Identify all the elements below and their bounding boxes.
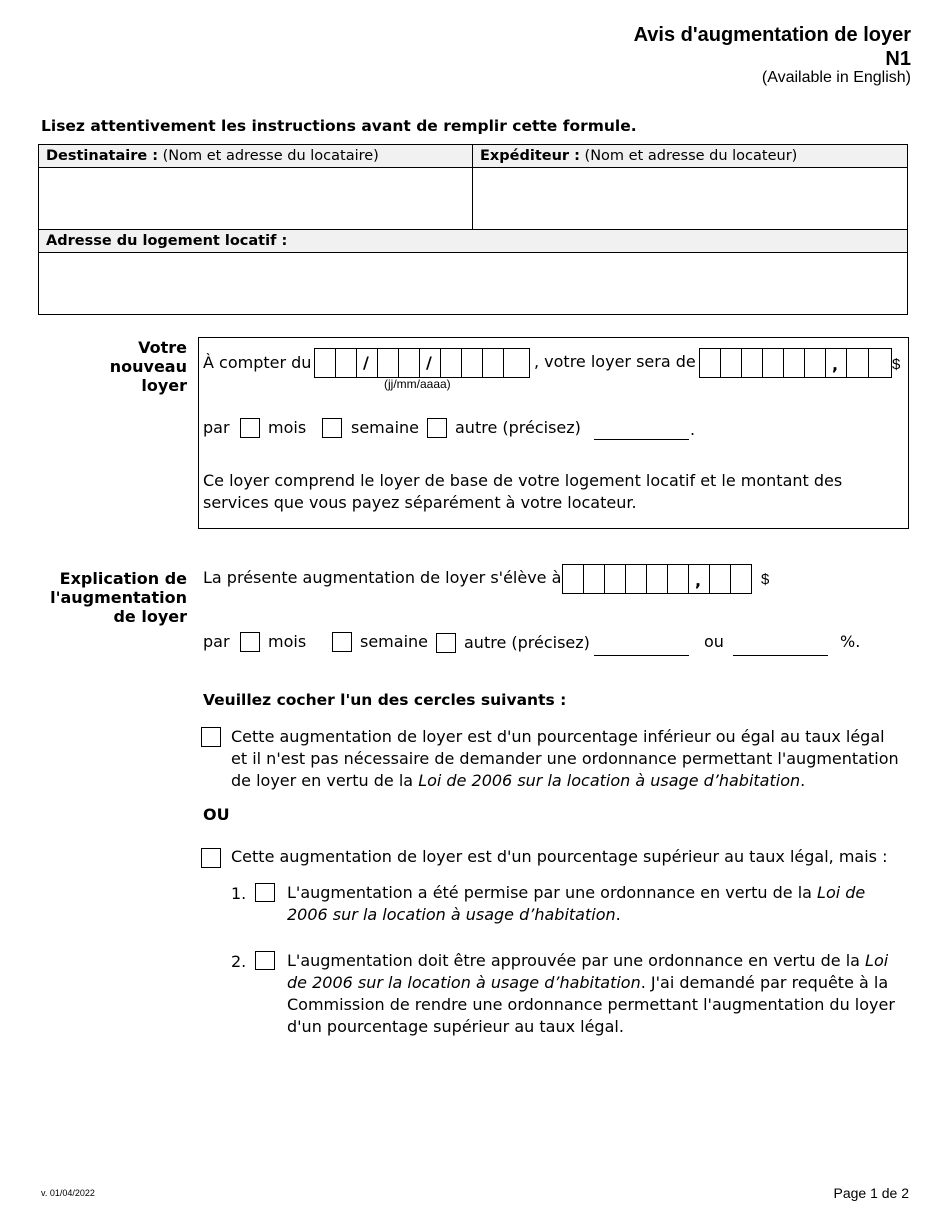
law-name: Loi de 2006 sur la location à usage d’habitation xyxy=(287,883,866,924)
other-label: autre (précisez) xyxy=(455,418,581,437)
decimal-separator: , xyxy=(695,571,702,590)
period-dot: . xyxy=(690,420,696,439)
per-label: par xyxy=(203,632,230,651)
option-a-text xyxy=(231,726,903,792)
increase-per-month-checkbox[interactable] xyxy=(240,632,260,652)
explanation-label-line: l'augmentation xyxy=(50,588,187,607)
option-a-text-start: Cette augmentation de loyer est d'un pourcentage inférieur ou égal au taux légal et il n'est pas nécessaire de demander une ordonnance permettant l'augmentation de loyer en vertu de la xyxy=(231,727,899,790)
currency-symbol: $ xyxy=(892,356,901,373)
sender-field[interactable] xyxy=(473,168,908,230)
sub-option-1-text-start: L'augmentation a été permise par une ordonnance en vertu de la xyxy=(287,883,818,902)
sender-label: Expéditeur : xyxy=(480,148,580,164)
per-label: par xyxy=(203,418,230,437)
increase-amount-input[interactable] xyxy=(562,564,752,594)
sub-option-2-checkbox[interactable] xyxy=(255,951,275,970)
other-label: autre (précisez) xyxy=(464,633,590,652)
sub-option-number: 1. xyxy=(231,884,247,903)
address-field[interactable] xyxy=(39,253,908,315)
effective-date-input[interactable] xyxy=(314,348,530,378)
new-rent-label-line: Votre xyxy=(138,338,187,357)
week-label: semaine xyxy=(360,632,428,651)
explanation-label-line: de loyer xyxy=(113,607,187,626)
law-name: Loi de 2006 sur la location à usage d’habitation xyxy=(287,951,889,992)
sender-header xyxy=(473,145,908,168)
other-period-input[interactable] xyxy=(594,439,689,440)
per-week-checkbox[interactable] xyxy=(322,418,342,438)
rent-includes-note: Ce loyer comprend le loyer de base de votre logement locatif et le montant des services que vous payez séparément à votre locateur. xyxy=(203,471,843,512)
page-number: Page 1 de 2 xyxy=(833,1185,909,1201)
english-note: (Available in English) xyxy=(761,69,911,86)
new-rent-amount-input[interactable] xyxy=(699,348,892,378)
new-rent-label-line: loyer xyxy=(141,376,187,395)
decimal-separator: , xyxy=(832,355,839,374)
sender-hint: (Nom et adresse du locateur) xyxy=(584,148,798,164)
new-rent-label-line: nouveau xyxy=(109,357,187,376)
percent-label: %. xyxy=(840,632,861,651)
version-label: v. 01/04/2022 xyxy=(41,1188,95,1198)
parties-table xyxy=(38,144,908,315)
recipient-hint: (Nom et adresse du locataire) xyxy=(162,148,379,164)
date-separator: / xyxy=(363,353,369,372)
option-b-checkbox[interactable] xyxy=(201,848,221,868)
month-label: mois xyxy=(268,632,307,651)
or-label: ou xyxy=(704,632,724,651)
instruction-text: Lisez attentivement les instructions avant de remplir cette formule. xyxy=(41,117,637,135)
per-month-checkbox[interactable] xyxy=(240,418,260,438)
choices-heading: Veuillez cocher l'un des cercles suivants : xyxy=(203,691,567,709)
date-format-hint: (jj/mm/aaaa) xyxy=(384,377,451,391)
recipient-field[interactable] xyxy=(39,168,473,230)
recipient-header xyxy=(39,145,473,168)
week-label: semaine xyxy=(351,418,419,437)
or-separator: OU xyxy=(203,805,230,824)
sub-option-1-checkbox[interactable] xyxy=(255,883,275,902)
sub-option-1-text-end: . xyxy=(615,905,621,924)
sub-option-number: 2. xyxy=(231,952,247,971)
increase-per-week-checkbox[interactable] xyxy=(332,632,352,652)
month-label: mois xyxy=(268,418,307,437)
option-a-checkbox[interactable] xyxy=(201,727,221,747)
option-b-text: Cette augmentation de loyer est d'un pourcentage supérieur au taux légal, mais : xyxy=(231,847,888,866)
rent-will-be-text: , votre loyer sera de xyxy=(534,352,696,371)
sub-option-2-text-end: . J'ai demandé par requête à la Commission de rendre une ordonnance permettant l'augmentation du loyer d'un pourcentage supérieur au taux légal. xyxy=(287,973,895,1036)
increase-per-other-checkbox[interactable] xyxy=(436,633,456,653)
sub-option-1-text xyxy=(287,882,903,926)
date-separator: / xyxy=(426,353,432,372)
new-rent-label xyxy=(110,338,187,395)
explanation-label xyxy=(50,569,187,626)
option-a-text-end: . xyxy=(800,771,806,790)
increase-text: La présente augmentation de loyer s'élève à xyxy=(203,568,562,587)
increase-other-period-input[interactable] xyxy=(594,655,689,656)
address-label: Adresse du logement locatif : xyxy=(39,230,908,253)
form-code: N1 xyxy=(885,48,911,70)
sub-option-2-text xyxy=(287,950,905,1038)
explanation-label-line: Explication de xyxy=(59,569,187,588)
sub-option-2-text-start: L'augmentation doit être approuvée par une ordonnance en vertu de la xyxy=(287,951,866,970)
form-title: Avis d'augmentation de loyer xyxy=(633,24,911,46)
increase-percent-input[interactable] xyxy=(733,655,828,656)
law-name: Loi de 2006 sur la location à usage d’habitation xyxy=(418,771,801,790)
currency-symbol: $ xyxy=(761,571,770,588)
recipient-label: Destinataire : xyxy=(46,148,159,164)
from-label: À compter du xyxy=(203,353,312,372)
per-other-checkbox[interactable] xyxy=(427,418,447,438)
